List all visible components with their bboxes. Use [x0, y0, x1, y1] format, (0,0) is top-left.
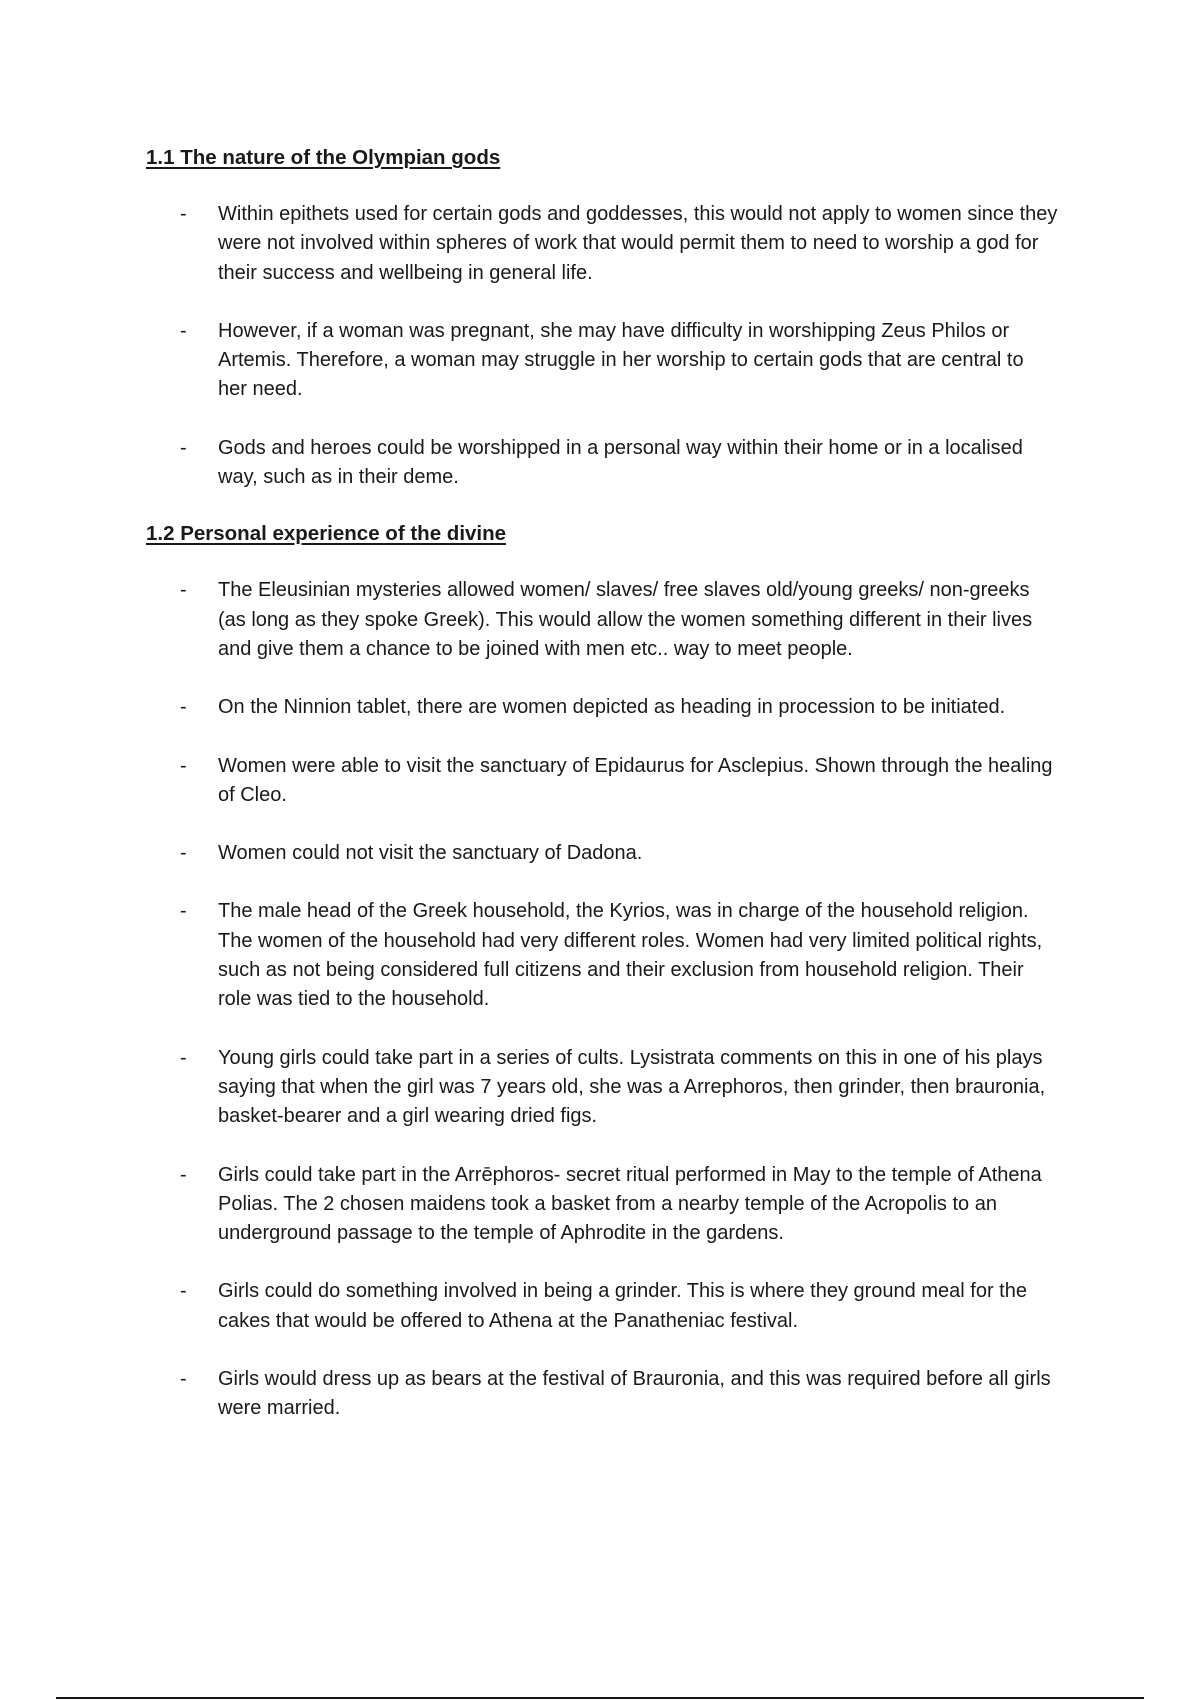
- bullet-list: [146, 200, 1076, 492]
- bullet-item: [146, 317, 1058, 405]
- document-body: [146, 143, 1076, 1424]
- bullet-text: Girls could do something involved in being a grinder. This is where they ground meal for the cakes that would be offered to Athena at the Panatheniac festival.: [218, 1280, 1027, 1332]
- bullet-text: Women were able to visit the sanctuary of Epidaurus for Asclepius. Shown through the healing of Cleo.: [218, 754, 1053, 806]
- bullet-item: [146, 576, 1058, 664]
- section-heading: 1.2 Personal experience of the divine: [146, 522, 507, 546]
- bullet-list: [146, 576, 1076, 1423]
- bullet-text: Young girls could take part in a series of cults. Lysistrata comments on this in one of his plays saying that when the girl was 7 years old, she was a Arrephoros, then grinder, then brauronia, basket-bearer and a girl wearing dried figs.: [218, 1046, 1046, 1128]
- section-personal-experience: [146, 519, 1076, 1423]
- bullet-dash: -: [180, 1368, 187, 1391]
- bullet-dash: -: [180, 754, 187, 777]
- bullet-text: The Eleusinian mysteries allowed women/ slaves/ free slaves old/young greeks/ non-greeks (as long as they spoke Greek). This would allow the women something different in their lives and give them a chance to be joined with men etc.. way to meet people.: [218, 579, 1033, 660]
- bullet-text: Within epithets used for certain gods and goddesses, this would not apply to women since they were not involved within spheres of work that would permit them to need to worship a god for their success and wellbeing in general life.: [218, 203, 1058, 284]
- bullet-text: The male head of the Greek household, the Kyrios, was in charge of the household religion. The women of the household had very different roles. Women had very limited political rights, such as not being considered full citizens and their exclusion from household religion. Their role was tied to the household.: [218, 900, 1043, 1011]
- bullet-item: [146, 200, 1058, 288]
- bullet-text: Women could not visit the sanctuary of Dadona.: [218, 842, 643, 865]
- bullet-text: However, if a woman was pregnant, she may have difficulty in worshipping Zeus Philos or Artemis. Therefore, a woman may struggle in her worship to certain gods that are central to her need.: [218, 319, 1024, 401]
- bullet-item: [146, 434, 1058, 493]
- bullet-item: [146, 752, 1058, 811]
- bullet-item: [146, 897, 1058, 1014]
- bullet-dash: -: [180, 1280, 187, 1303]
- bullet-item: [146, 839, 1058, 868]
- bullet-dash: -: [180, 900, 187, 923]
- bullet-item: [146, 1044, 1058, 1132]
- bullet-text: Gods and heroes could be worshipped in a personal way within their home or in a localised way, such as in their deme.: [218, 436, 1023, 489]
- bullet-text: Girls would dress up as bears at the festival of Brauronia, and this was required before all girls were married.: [218, 1368, 1051, 1420]
- bullet-dash: -: [180, 436, 187, 459]
- section-olympian-gods: [146, 143, 1076, 492]
- bullet-item: [146, 693, 1058, 722]
- section-heading: 1.1 The nature of the Olympian gods: [146, 146, 501, 169]
- bullet-item: [146, 1365, 1058, 1424]
- bullet-dash: -: [180, 696, 187, 719]
- bullet-dash: -: [180, 1163, 187, 1186]
- bullet-dash: -: [180, 1046, 187, 1069]
- bullet-dash: -: [180, 203, 187, 225]
- bullet-dash: -: [180, 319, 187, 342]
- bullet-item: [146, 1277, 1058, 1336]
- bullet-dash: -: [180, 579, 187, 602]
- bullet-item: [146, 1161, 1058, 1249]
- bullet-text: On the Ninnion tablet, there are women depicted as heading in procession to be initiated.: [218, 696, 1006, 719]
- page-bottom-rule: [56, 1697, 1144, 1699]
- bullet-dash: -: [180, 842, 187, 865]
- bullet-text: Girls could take part in the Arrēphoros- secret ritual performed in May to the temple of Athena Polias. The 2 chosen maidens took a basket from a nearby temple of the Acropolis to an underground passage to the temple of Aphrodite in the gardens.: [218, 1163, 1042, 1245]
